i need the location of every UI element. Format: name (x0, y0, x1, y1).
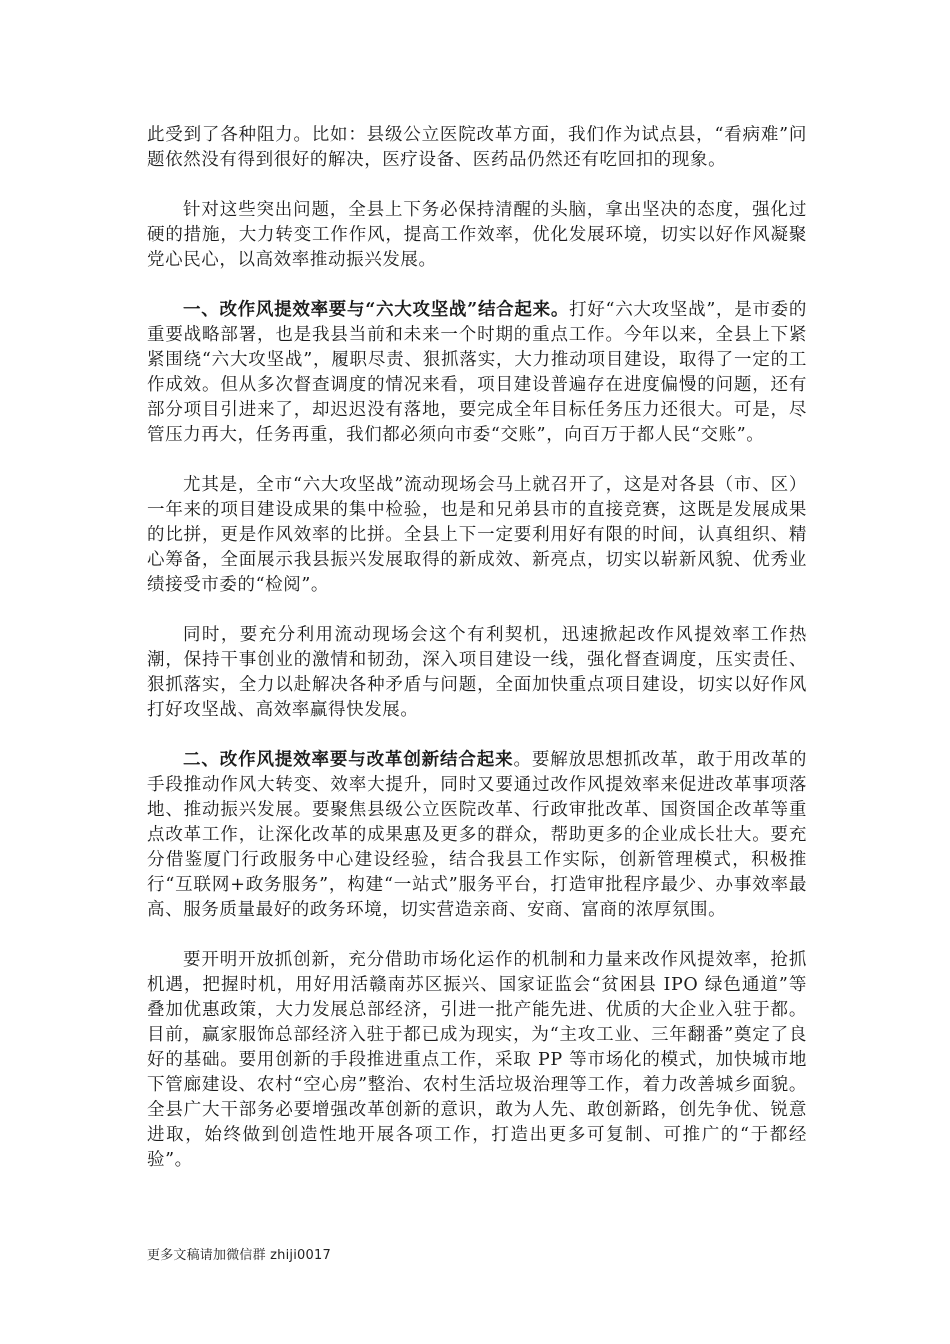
paragraph-5 (147, 623, 807, 723)
footer-note: 更多文稿请加微信群 zhiji0017 (147, 1248, 331, 1263)
paragraph-1 (147, 123, 807, 173)
section-2-heading: 二、改作风提效率要与改革创新结合起来 (183, 750, 514, 770)
paragraph-text: 。要解放思想抓改革，敢于用改革的手段推动作风大转变、效率大提升，同时又要通过改作风提效率来促进改革事项落地、推动振兴发展。要聚焦县级公立医院改革、行政审批改革、国资国企改革等重点改革工作，让深化改革的成果惠及更多的群众，帮助更多的企业成长壮大。要充分借鉴厦门行政服务中心建设经验，结合我县工作实际，创新管理模式，积极推行“互联网+政务服务”，构建“一站式”服务平台，打造审批程序最少、办事效率最高、服务质量最好的政务环境，切实营造亲商、安商、富商的浓厚氛围。 (147, 750, 807, 920)
paragraph-7 (147, 948, 807, 1173)
section-1-paragraph (147, 298, 807, 448)
paragraph-text: 此受到了各种阻力。比如：县级公立医院改革方面，我们作为试点县，“看病难”问题依然没有得到很好的解决，医疗设备、医药品仍然还有吃回扣的现象。 (147, 125, 807, 170)
section-2-paragraph (147, 748, 807, 923)
paragraph-2 (147, 198, 807, 273)
section-1-heading: 一、改作风提效率要与“六大攻坚战”结合起来。 (183, 300, 570, 320)
paragraph-4 (147, 473, 807, 598)
paragraph-text: 尤其是，全市“六大攻坚战”流动现场会马上就召开了，这是对各县（市、区）一年来的项目建设成果的集中检验，也是和兄弟县市的直接竞赛，这既是发展成果的比拼，更是作风效率的比拼。全县上下一定要利用好有限的时间，认真组织、精心筹备，全面展示我县振兴发展取得的新成效、新亮点，切实以崭新风貌、优秀业绩接受市委的“检阅”。 (147, 475, 807, 595)
paragraph-text: 要开明开放抓创新，充分借助市场化运作的机制和力量来改作风提效率，抢抓机遇，把握时机，用好用活赣南苏区振兴、国家证监会“贫困县 IPO 绿色通道”等叠加优惠政策，大力发展总部经济，引进一批产能先进、优质的大企业入驻于都。目前，赢家服饰总部经济入驻于都已成为现实，为“主攻工业、三年翻番”奠定了良好的基础。要用创新的手段推进重点工作，采取 PP 等市场化的模式，加快城市地下管廊建设、农村“空心房”整治、农村生活垃圾治理等工作，着力改善城乡面貌。全县广大干部务必要增强改革创新的意识，敢为人先、敢创新路，创先争优、锐意进取，始终做到创造性地开展各项工作，打造出更多可复制、可推广的“于都经验”。 (147, 950, 807, 1170)
paragraph-text: 同时，要充分利用流动现场会这个有利契机，迅速掀起改作风提效率工作热潮，保持干事创业的激情和韧劲，深入项目建设一线，强化督查调度，压实责任、狠抓落实，全力以赴解决各种矛盾与问题，全面加快重点项目建设，切实以好作风打好攻坚战、高效率赢得快发展。 (147, 625, 807, 720)
paragraph-text: 打好“六大攻坚战”，是市委的重要战略部署，也是我县当前和未来一个时期的重点工作。今年以来，全县上下紧紧围绕“六大攻坚战”，履职尽责、狠抓落实，大力推动项目建设，取得了一定的工作成效。但从多次督查调度的情况来看，项目建设普遍存在进度偏慢的问题，还有部分项目引进来了，却迟迟没有落地，要完成全年目标任务压力还很大。可是，尽管压力再大，任务再重，我们都必须向市委“交账”，向百万于都人民“交账”。 (147, 300, 807, 445)
document-body (147, 123, 807, 1198)
paragraph-text: 针对这些突出问题，全县上下务必保持清醒的头脑，拿出坚决的态度，强化过硬的措施，大力转变工作作风，提高工作效率，优化发展环境，切实以好作风凝聚党心民心，以高效率推动振兴发展。 (147, 200, 807, 270)
